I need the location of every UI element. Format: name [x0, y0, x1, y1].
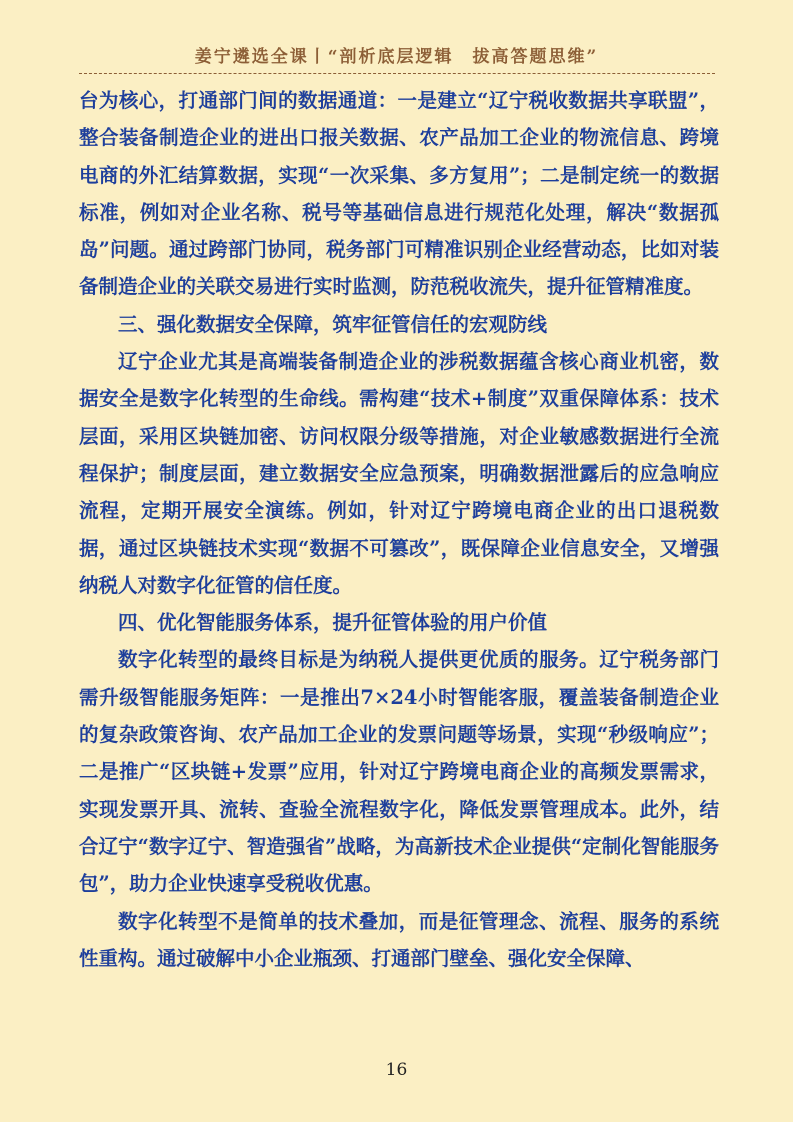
paragraph: 辽宁企业尤其是高端装备制造企业的涉税数据蕴含核心商业机密，数据安全是数字化转型的生命线。需构建“技术+制度”双重保障体系：技术层面，采用区块链加密、访问权限分级等措施，对企业敏感数据进行全流程保护；制度层面，建立数据安全应急预案，明确数据泄露后的应急响应流程，定期开展安全演练。例如，针对辽宁跨境电商企业的出口退税数据，通过区块链技术实现“数据不可篡改”，既保障企业信息安全，又增强纳税人对数字化征管的信任度。 — [79, 350, 719, 597]
page-number: 16 — [385, 1060, 408, 1080]
paragraph-continued: 台为核心，打通部门间的数据通道：一是建立“辽宁税收数据共享联盟”，整合装备制造企业的进出口报关数据、农产品加工企业的物流信息、跨境电商的外汇结算数据，实现“一次采集、多方复用”；二是制定统一的数据标准，例如对企业名称、税号等基础信息进行规范化处理，解决“数据孤岛”问题。通过跨部门协同，税务部门可精准识别企业经营动态，比如对装备制造企业的关联交易进行实时监测，防范税收流失，提升征管精准度。 — [79, 89, 719, 299]
document-body — [79, 82, 719, 977]
paragraph: 数字化转型的最终目标是为纳税人提供更优质的服务。辽宁税务部门需升级智能服务矩阵：一是推出7×24小时智能客服，覆盖装备制造企业的复杂政策咨询、农产品加工企业的发票问题等场景，实现“秒级响应”；二是推广“区块链+发票”应用，针对辽宁跨境电商企业的高频发票需求，实现发票开具、流转、查验全流程数字化，降低发票管理成本。此外，结合辽宁“数字辽宁、智造强省”战略，为高新技术企业提供“定制化智能服务包”，助力企业快速享受税收优惠。 — [79, 648, 719, 896]
section-heading-4: 四、优化智能服务体系，提升征管体验的用户价值 — [118, 611, 548, 635]
paragraph-conclusion: 数字化转型不是简单的技术叠加，而是征管理念、流程、服务的系统性重构。通过破解中小企业瓶颈、打通部门壁垒、强化安全保障、 — [79, 909, 719, 970]
running-header: 姜宁遴选全课丨“剖析底层逻辑 拔高答题思维” — [194, 47, 599, 67]
header-divider — [79, 73, 715, 74]
section-heading-3: 三、强化数据安全保障，筑牢征管信任的宏观防线 — [118, 312, 548, 336]
